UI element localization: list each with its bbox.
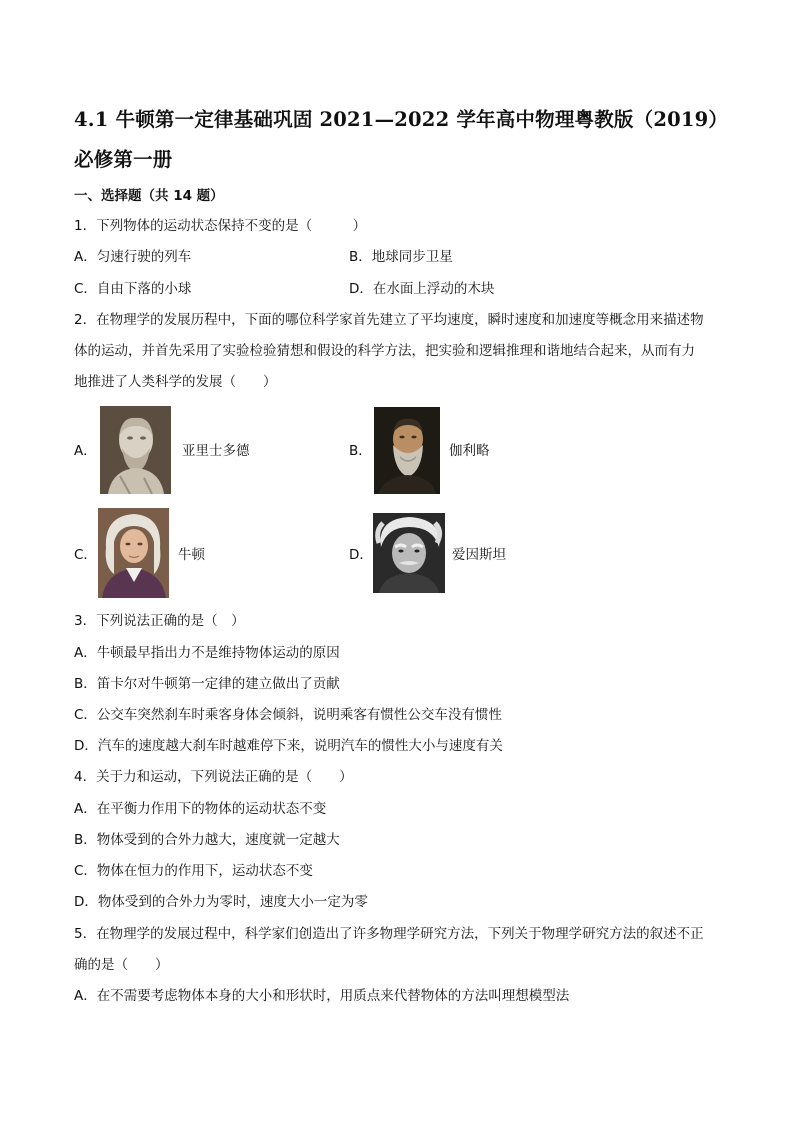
question-2-option-c-label: 牛顿 xyxy=(178,547,205,563)
section-heading: 一、选择题（共 14 题） xyxy=(74,188,224,204)
aristotle-portrait-image xyxy=(100,406,171,494)
question-3-option-c: C．公交车突然刹车时乘客身体会倾斜，说明乘客有惯性公交车没有惯性 xyxy=(74,707,502,723)
document-title xyxy=(74,100,734,180)
question-1-option-a: A．匀速行驶的列车 xyxy=(74,249,192,265)
question-4-option-d: D．物体受到的合外力为零时，速度大小一定为零 xyxy=(74,894,368,910)
question-5-stem-line-1: 5．在物理学的发展过程中，科学家们创造出了许多物理学研究方法，下列关于物理学研究方法的叙述不正 xyxy=(74,926,704,942)
galileo-portrait-image xyxy=(374,407,440,494)
question-3-option-d: D．汽车的速度越大刹车时越难停下来，说明汽车的惯性大小与速度有关 xyxy=(74,738,503,754)
question-2-stem-line-1: 2．在物理学的发展历程中，下面的哪位科学家首先建立了平均速度，瞬时速度和加速度等概念用来描述物 xyxy=(74,312,704,328)
question-2-option-a-label: 亚里士多德 xyxy=(182,443,250,459)
question-2-option-c-prefix: C． xyxy=(74,547,97,563)
question-4-option-c: C．物体在恒力的作用下，运动状态不变 xyxy=(74,863,313,879)
question-5-option-a: A．在不需要考虑物体本身的大小和形状时，用质点来代替物体的方法叫理想模型法 xyxy=(74,988,570,1004)
question-1-option-b: B．地球同步卫星 xyxy=(349,249,453,265)
question-2-option-a-prefix: A． xyxy=(74,443,97,459)
question-4-option-a: A．在平衡力作用下的物体的运动状态不变 xyxy=(74,801,327,817)
question-1-option-c: C．自由下落的小球 xyxy=(74,281,192,297)
question-2-option-b-prefix: B． xyxy=(349,443,372,459)
title-line-2: 必修第一册 xyxy=(74,148,173,171)
question-2-stem-line-3: 地推进了人类科学的发展（ ） xyxy=(74,374,277,390)
question-1-stem: 1．下列物体的运动状态保持不变的是（ ） xyxy=(74,218,367,234)
question-4-option-b: B．物体受到的合外力越大，速度就一定越大 xyxy=(74,832,340,848)
question-1-option-d: D．在水面上浮动的木块 xyxy=(349,281,495,297)
question-3-option-b: B．笛卡尔对牛顿第一定律的建立做出了贡献 xyxy=(74,676,340,692)
newton-portrait-image xyxy=(98,508,169,598)
question-3-stem: 3．下列说法正确的是（ ） xyxy=(74,613,245,629)
question-3-option-a: A．牛顿最早指出力不是维持物体运动的原因 xyxy=(74,645,340,661)
title-line-1: 4.1 牛顿第一定律基础巩固 2021—2022 学年高中物理粤教版（2019） xyxy=(74,108,729,131)
question-5-stem-line-2: 确的是（ ） xyxy=(74,957,169,973)
question-4-stem: 4．关于力和运动，下列说法正确的是（ ） xyxy=(74,769,353,785)
einstein-portrait-image xyxy=(373,513,445,593)
question-2-stem-line-2: 体的运动，并首先采用了实验检验猜想和假设的科学方法，把实验和逻辑推理和谐地结合起来，从而有力 xyxy=(74,343,695,359)
question-2-option-d-label: 爱因斯坦 xyxy=(452,547,506,563)
question-2-option-b-label: 伽利略 xyxy=(449,443,490,459)
question-2-option-d-prefix: D． xyxy=(349,547,373,563)
